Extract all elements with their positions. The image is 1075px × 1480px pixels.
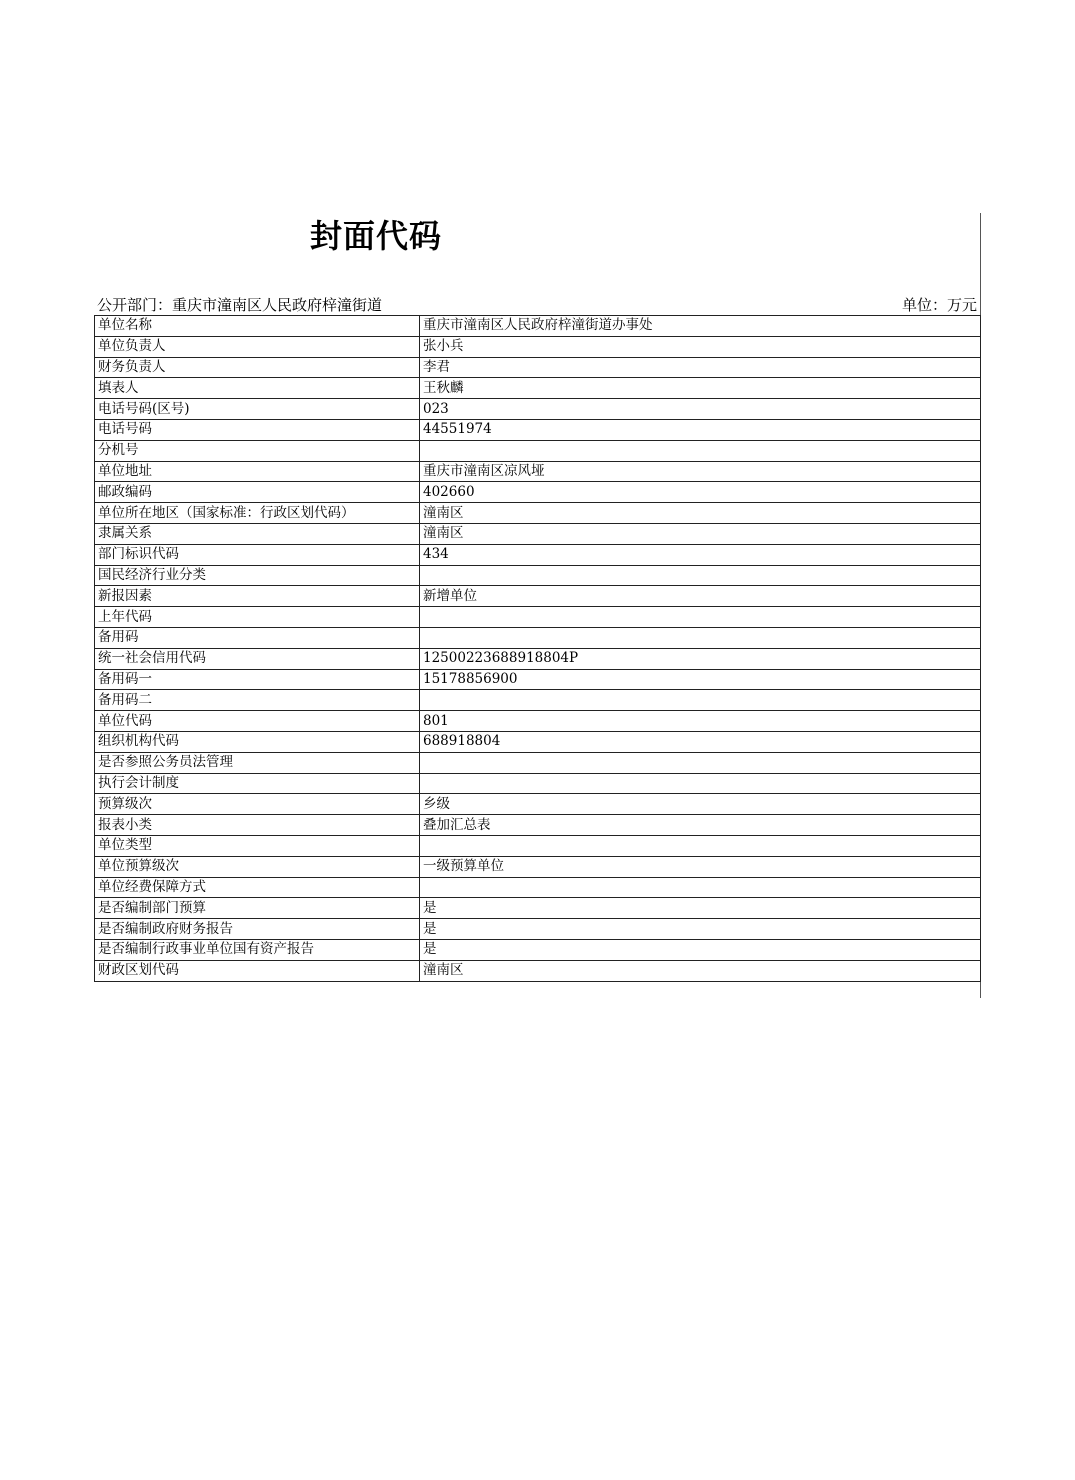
row-label: 报表小类 bbox=[95, 815, 420, 836]
row-value: 12500223688918804P bbox=[420, 648, 981, 669]
table-row bbox=[95, 690, 981, 711]
row-value: 张小兵 bbox=[420, 336, 981, 357]
row-value bbox=[420, 690, 981, 711]
row-value: 801 bbox=[420, 711, 981, 732]
row-label: 国民经济行业分类 bbox=[95, 565, 420, 586]
table-row bbox=[95, 523, 981, 544]
row-label: 备用码 bbox=[95, 627, 420, 648]
row-label: 预算级次 bbox=[95, 794, 420, 815]
row-value: 688918804 bbox=[420, 731, 981, 752]
row-value: 434 bbox=[420, 544, 981, 565]
row-label: 电话号码(区号) bbox=[95, 399, 420, 420]
row-label: 单位地址 bbox=[95, 461, 420, 482]
row-value: 乡级 bbox=[420, 794, 981, 815]
row-label: 邮政编码 bbox=[95, 482, 420, 503]
table-row bbox=[95, 419, 981, 440]
row-label: 财政区划代码 bbox=[95, 960, 420, 981]
row-label: 电话号码 bbox=[95, 419, 420, 440]
row-value: 重庆市潼南区人民政府梓潼街道办事处 bbox=[420, 316, 981, 337]
table-row bbox=[95, 357, 981, 378]
row-value bbox=[420, 773, 981, 794]
table-row bbox=[95, 316, 981, 337]
cover-code-table bbox=[94, 315, 981, 982]
table-row bbox=[95, 482, 981, 503]
table-row bbox=[95, 461, 981, 482]
row-label: 是否编制政府财务报告 bbox=[95, 919, 420, 940]
table-row bbox=[95, 544, 981, 565]
row-value: 是 bbox=[420, 898, 981, 919]
unit-label: 单位：万元 bbox=[901, 296, 977, 314]
table-row bbox=[95, 711, 981, 732]
table-row bbox=[95, 856, 981, 877]
row-label: 填表人 bbox=[95, 378, 420, 399]
table-row bbox=[95, 627, 981, 648]
page-title: 封面代码 bbox=[310, 217, 443, 255]
row-label: 隶属关系 bbox=[95, 523, 420, 544]
row-value bbox=[420, 835, 981, 856]
row-value: 是 bbox=[420, 919, 981, 940]
row-value: 44551974 bbox=[420, 419, 981, 440]
row-value: 王秋麟 bbox=[420, 378, 981, 399]
row-label: 是否参照公务员法管理 bbox=[95, 752, 420, 773]
table-row bbox=[95, 773, 981, 794]
row-value bbox=[420, 440, 981, 461]
table-row bbox=[95, 440, 981, 461]
table-row bbox=[95, 586, 981, 607]
row-value: 重庆市潼南区凉风垭 bbox=[420, 461, 981, 482]
row-value: 402660 bbox=[420, 482, 981, 503]
table-row bbox=[95, 919, 981, 940]
table-row bbox=[95, 565, 981, 586]
table-row bbox=[95, 731, 981, 752]
table-row bbox=[95, 669, 981, 690]
row-value bbox=[420, 565, 981, 586]
row-label: 单位名称 bbox=[95, 316, 420, 337]
table-row bbox=[95, 877, 981, 898]
table-row bbox=[95, 815, 981, 836]
row-label: 部门标识代码 bbox=[95, 544, 420, 565]
row-label: 统一社会信用代码 bbox=[95, 648, 420, 669]
row-label: 单位经费保障方式 bbox=[95, 877, 420, 898]
table-row bbox=[95, 378, 981, 399]
row-value: 023 bbox=[420, 399, 981, 420]
row-value: 潼南区 bbox=[420, 523, 981, 544]
row-label: 单位负责人 bbox=[95, 336, 420, 357]
row-value: 15178856900 bbox=[420, 669, 981, 690]
row-label: 单位所在地区（国家标准：行政区划代码） bbox=[95, 503, 420, 524]
row-label: 新报因素 bbox=[95, 586, 420, 607]
row-value: 一级预算单位 bbox=[420, 856, 981, 877]
row-value: 李君 bbox=[420, 357, 981, 378]
row-label: 单位预算级次 bbox=[95, 856, 420, 877]
table-row bbox=[95, 607, 981, 628]
table-row bbox=[95, 898, 981, 919]
row-value: 潼南区 bbox=[420, 960, 981, 981]
row-value bbox=[420, 627, 981, 648]
table-row bbox=[95, 835, 981, 856]
department-label: 公开部门：重庆市潼南区人民政府梓潼街道 bbox=[97, 296, 383, 314]
table-row bbox=[95, 939, 981, 960]
row-label: 备用码二 bbox=[95, 690, 420, 711]
row-label: 单位代码 bbox=[95, 711, 420, 732]
row-label: 是否编制行政事业单位国有资产报告 bbox=[95, 939, 420, 960]
row-value: 潼南区 bbox=[420, 503, 981, 524]
table-row bbox=[95, 336, 981, 357]
row-label: 备用码一 bbox=[95, 669, 420, 690]
table-row bbox=[95, 503, 981, 524]
cover-code-table-body bbox=[95, 316, 981, 982]
row-value bbox=[420, 607, 981, 628]
table-row bbox=[95, 794, 981, 815]
table-row bbox=[95, 399, 981, 420]
row-label: 组织机构代码 bbox=[95, 731, 420, 752]
row-label: 分机号 bbox=[95, 440, 420, 461]
row-value: 叠加汇总表 bbox=[420, 815, 981, 836]
row-label: 财务负责人 bbox=[95, 357, 420, 378]
row-label: 执行会计制度 bbox=[95, 773, 420, 794]
table-row bbox=[95, 752, 981, 773]
row-value bbox=[420, 752, 981, 773]
row-label: 是否编制部门预算 bbox=[95, 898, 420, 919]
row-value: 是 bbox=[420, 939, 981, 960]
row-value: 新增单位 bbox=[420, 586, 981, 607]
row-label: 单位类型 bbox=[95, 835, 420, 856]
table-row bbox=[95, 648, 981, 669]
row-value bbox=[420, 877, 981, 898]
row-label: 上年代码 bbox=[95, 607, 420, 628]
table-row bbox=[95, 960, 981, 981]
